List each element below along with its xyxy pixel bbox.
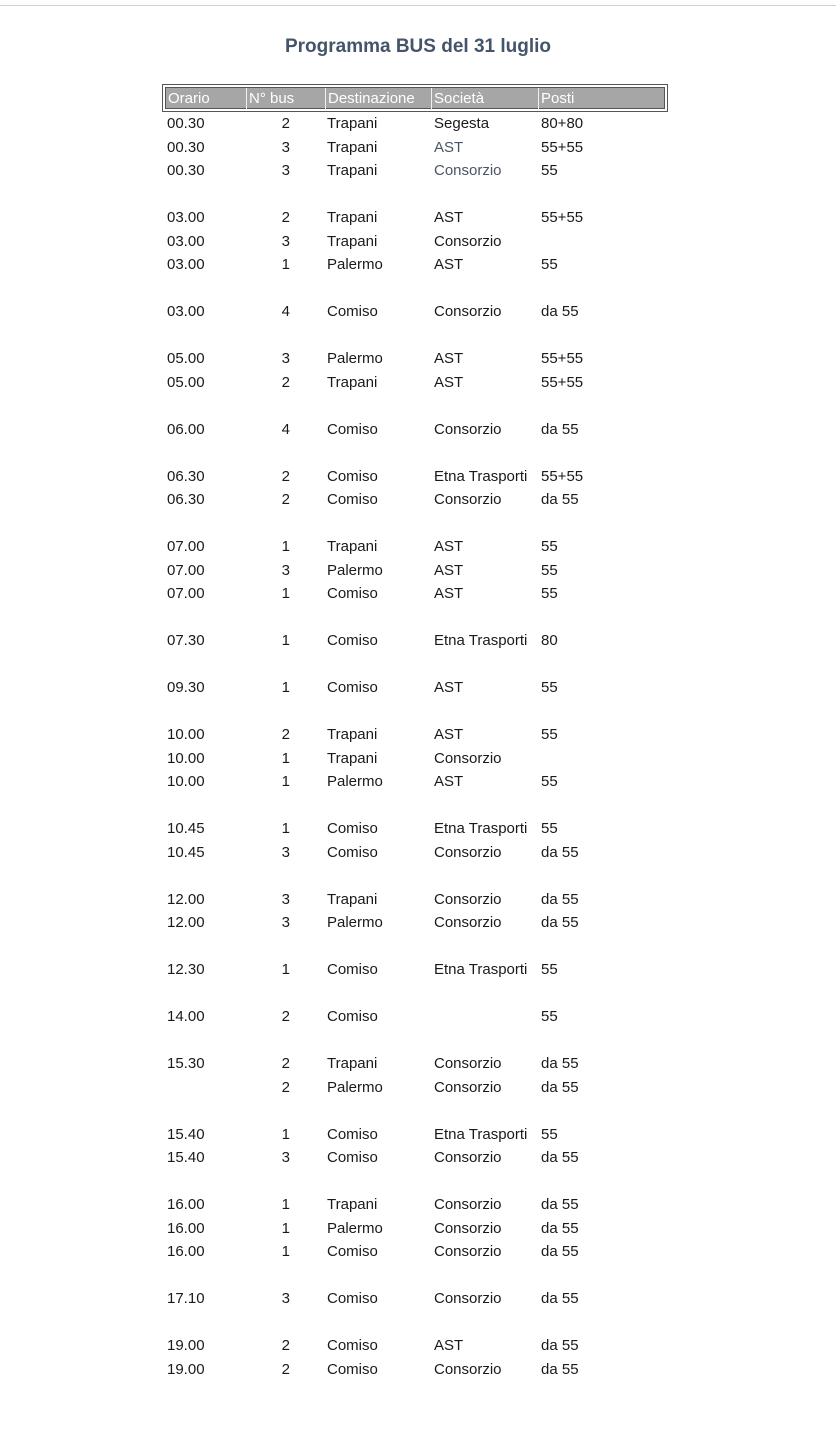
cell-destinazione: Comiso [327,1125,378,1143]
cell-societa: AST [434,773,464,790]
table-row [0,206,836,230]
cell-posti: 55+55 [541,209,584,226]
table-header-inner [165,87,665,109]
cell-orario: 05.00 [167,350,205,367]
cell-n-bus: 1 [281,585,290,602]
cell-posti: 55+55 [541,138,584,156]
table-row [0,418,836,442]
cell-n-bus: 2 [281,1337,290,1354]
cell-orario: 07.00 [167,561,205,579]
cell-societa: Consorzio [434,1078,502,1096]
cell-n-bus: 2 [281,467,290,485]
cell-societa: Consorzio [434,1290,502,1307]
cell-societa: AST [434,350,464,367]
cell-societa: AST [434,256,464,273]
group-spacer [0,794,836,818]
cell-destinazione: Trapani [327,138,378,156]
cell-orario: 03.00 [167,209,205,226]
cell-destinazione: Palermo [327,773,383,790]
cell-destinazione: Comiso [327,961,378,978]
table-row [0,1123,836,1147]
cell-n-bus: 1 [281,256,290,273]
cell-societa: Consorzio [434,1219,502,1237]
cell-n-bus: 4 [281,303,290,320]
cell-orario: 03.00 [167,232,205,250]
cell-orario: 17.10 [167,1290,205,1307]
table-row [0,1358,836,1382]
cell-orario: 10.45 [167,843,205,861]
cell-posti: 55 [541,773,558,790]
group-spacer [0,277,836,301]
cell-societa: Etna Trasporti [434,632,528,649]
cell-posti: 55 [541,256,558,273]
cell-destinazione: Comiso [327,1149,378,1166]
page-top-rule [0,5,836,6]
cell-societa: Consorzio [434,420,502,438]
cell-n-bus: 2 [281,1078,290,1096]
cell-n-bus: 2 [281,1008,290,1025]
cell-destinazione: Comiso [327,1290,378,1307]
table-row [0,817,836,841]
cell-n-bus: 3 [281,561,290,579]
cell-n-bus: 1 [281,679,290,696]
group-spacer [0,1099,836,1123]
cell-destinazione: Trapani [327,162,378,179]
cell-destinazione: Palermo [327,1078,383,1096]
cell-destinazione: Comiso [327,820,378,837]
cell-destinazione: Trapani [327,115,378,132]
cell-posti: 55 [541,561,558,579]
cell-posti: 55+55 [541,350,584,367]
table-row [0,1193,836,1217]
cell-orario: 16.00 [167,1219,205,1237]
table-row [0,676,836,700]
cell-n-bus: 1 [281,1125,290,1143]
cell-societa: Consorzio [434,491,502,508]
group-spacer [0,1264,836,1288]
cell-orario: 05.00 [167,373,205,391]
header-societa: Società [432,88,539,110]
table-row [0,629,836,653]
cell-destinazione: Palermo [327,256,383,273]
cell-destinazione: Palermo [327,561,383,579]
cell-destinazione: Comiso [327,491,378,508]
cell-societa: Segesta [434,115,490,132]
table-header [162,84,668,112]
cell-destinazione: Comiso [327,1008,378,1025]
cell-orario: 06.30 [167,491,205,508]
cell-posti: 55 [541,1008,558,1025]
cell-n-bus: 1 [281,961,290,978]
cell-orario: 10.45 [167,820,205,837]
cell-orario: 19.00 [167,1360,205,1378]
group-spacer [0,394,836,418]
cell-societa: AST [434,538,464,555]
cell-posti: 55 [541,538,558,555]
table-row [0,1076,836,1100]
table-row [0,1005,836,1029]
cell-n-bus: 2 [281,115,290,132]
header-orario: Orario [166,88,247,110]
cell-posti: 80 [541,632,558,649]
cell-posti: 55+55 [541,467,584,485]
table-row [0,559,836,583]
cell-destinazione: Trapani [327,726,378,743]
cell-destinazione: Trapani [327,1055,378,1072]
cell-n-bus: 1 [281,538,290,555]
group-spacer [0,982,836,1006]
table-row [0,465,836,489]
cell-destinazione: Palermo [327,914,383,931]
cell-societa: AST [434,138,464,156]
cell-orario: 15.40 [167,1149,205,1166]
cell-posti: da 55 [541,1219,579,1237]
cell-orario: 10.00 [167,726,205,743]
cell-n-bus: 3 [281,350,290,367]
cell-societa: Etna Trasporti [434,467,528,485]
cell-orario: 12.00 [167,914,205,931]
cell-n-bus: 3 [281,1290,290,1307]
table-row [0,136,836,160]
cell-societa: Consorzio [434,1196,502,1213]
cell-n-bus: 3 [281,138,290,156]
cell-orario: 19.00 [167,1337,205,1354]
cell-posti: da 55 [541,1149,579,1166]
group-spacer [0,935,836,959]
cell-n-bus: 1 [281,1219,290,1237]
cell-orario: 12.30 [167,961,205,978]
page-title: Programma BUS del 31 luglio [284,36,552,57]
cell-societa: AST [434,1337,464,1354]
header-n-bus: N° bus [247,88,326,110]
table-row [0,371,836,395]
cell-destinazione: Palermo [327,1219,383,1237]
cell-destinazione: Trapani [327,1196,378,1213]
cell-n-bus: 1 [281,773,290,790]
group-spacer [0,700,836,724]
cell-societa: Consorzio [434,232,502,250]
cell-n-bus: 3 [281,1149,290,1166]
cell-posti: 55+55 [541,373,584,391]
cell-n-bus: 1 [281,820,290,837]
cell-destinazione: Trapani [327,749,378,767]
cell-societa: Consorzio [434,749,502,767]
table-row [0,1217,836,1241]
cell-orario: 10.00 [167,773,205,790]
cell-destinazione: Comiso [327,843,378,861]
cell-societa: AST [434,679,464,696]
cell-orario: 09.30 [167,679,205,696]
cell-societa: AST [434,585,464,602]
table-row [0,1052,836,1076]
table-row [0,958,836,982]
cell-orario: 15.30 [167,1055,205,1072]
table-row [0,582,836,606]
cell-posti: da 55 [541,1337,579,1354]
cell-destinazione: Comiso [327,1360,378,1378]
cell-posti: da 55 [541,1243,579,1260]
cell-n-bus: 3 [281,890,290,908]
table-row [0,1287,836,1311]
cell-n-bus: 2 [281,726,290,743]
cell-posti: 55 [541,1125,558,1143]
cell-orario: 07.30 [167,632,205,649]
header-posti: Posti [541,90,575,107]
cell-posti: da 55 [541,914,579,931]
cell-n-bus: 3 [281,843,290,861]
cell-societa: Consorzio [434,914,502,931]
table-row [0,723,836,747]
cell-orario: 07.00 [167,585,205,602]
cell-posti: da 55 [541,1196,579,1213]
cell-destinazione: Trapani [327,209,378,226]
cell-n-bus: 2 [281,1055,290,1072]
cell-orario: 00.30 [167,138,205,156]
cell-n-bus: 2 [281,1360,290,1378]
group-spacer [0,324,836,348]
group-spacer [0,606,836,630]
cell-societa: Consorzio [434,890,502,908]
table-row [0,300,836,324]
cell-societa: Consorzio [434,843,502,861]
cell-posti: 55 [541,679,558,696]
cell-societa: Etna Trasporti [434,1125,528,1143]
cell-destinazione: Comiso [327,1243,378,1260]
cell-posti: da 55 [541,420,579,438]
cell-destinazione: Comiso [327,632,378,649]
cell-posti: da 55 [541,1078,579,1096]
table-row [0,535,836,559]
cell-orario: 00.30 [167,115,205,132]
group-spacer [0,864,836,888]
cell-destinazione: Comiso [327,420,378,438]
cell-posti: 55 [541,162,558,179]
header-destinazione: Destinazione [326,88,432,110]
cell-destinazione: Comiso [327,1337,378,1354]
cell-societa: Consorzio [434,1149,502,1166]
cell-societa: AST [434,373,464,391]
cell-societa: Consorzio [434,1055,502,1072]
cell-societa: AST [434,209,464,226]
cell-destinazione: Comiso [327,679,378,696]
group-spacer [0,1311,836,1335]
cell-n-bus: 3 [281,232,290,250]
cell-orario: 10.00 [167,749,205,767]
cell-orario: 03.00 [167,303,205,320]
cell-destinazione: Trapani [327,890,378,908]
cell-posti: da 55 [541,843,579,861]
group-spacer [0,1029,836,1053]
cell-destinazione: Comiso [327,585,378,602]
table-row [0,488,836,512]
cell-orario: 14.00 [167,1008,205,1025]
table-row [0,230,836,254]
table-row [0,159,836,183]
cell-destinazione: Comiso [327,303,378,320]
cell-destinazione: Comiso [327,467,378,485]
table-row [0,1334,836,1358]
cell-n-bus: 1 [281,1243,290,1260]
cell-societa: Consorzio [434,162,502,179]
cell-orario: 03.00 [167,256,205,273]
cell-orario: 16.00 [167,1196,205,1213]
table-row [0,841,836,865]
cell-n-bus: 1 [281,1196,290,1213]
cell-societa: Etna Trasporti [434,820,528,837]
cell-n-bus: 2 [281,373,290,391]
group-spacer [0,512,836,536]
group-spacer [0,653,836,677]
cell-orario: 12.00 [167,890,205,908]
cell-societa: AST [434,561,464,579]
cell-posti: da 55 [541,1360,579,1378]
cell-posti: 55 [541,726,558,743]
cell-societa: Consorzio [434,1360,502,1378]
cell-orario: 06.30 [167,467,205,485]
table-row [0,911,836,935]
cell-n-bus: 2 [281,491,290,508]
cell-orario: 15.40 [167,1125,205,1143]
cell-orario: 06.00 [167,420,205,438]
cell-posti: 55 [541,820,558,837]
cell-posti: da 55 [541,303,579,320]
group-spacer [0,1170,836,1194]
cell-n-bus: 3 [281,914,290,931]
cell-n-bus: 1 [281,632,290,649]
cell-posti: da 55 [541,491,579,508]
table-row [0,112,836,136]
table-row [0,747,836,771]
cell-societa: Consorzio [434,303,502,320]
cell-posti: 55 [541,585,558,602]
table-row [0,1146,836,1170]
cell-destinazione: Trapani [327,373,378,391]
cell-societa: Consorzio [434,1243,502,1260]
table-row [0,888,836,912]
cell-posti: 80+80 [541,115,584,132]
cell-n-bus: 1 [281,749,290,767]
cell-posti: da 55 [541,1055,579,1072]
table-row [0,1240,836,1264]
table-row [0,347,836,371]
cell-n-bus: 2 [281,209,290,226]
cell-destinazione: Trapani [327,538,378,555]
cell-societa: Etna Trasporti [434,961,528,978]
cell-destinazione: Trapani [327,232,378,250]
cell-destinazione: Palermo [327,350,383,367]
cell-societa: AST [434,726,464,743]
group-spacer [0,183,836,207]
cell-posti: da 55 [541,1290,579,1307]
table-row [0,770,836,794]
cell-posti: da 55 [541,890,579,908]
group-spacer [0,441,836,465]
cell-orario: 00.30 [167,162,205,179]
cell-n-bus: 3 [281,162,290,179]
cell-n-bus: 4 [281,420,290,438]
schedule-table-body [0,112,836,1381]
table-row [0,253,836,277]
cell-orario: 07.00 [167,538,205,555]
cell-orario: 16.00 [167,1243,205,1260]
cell-posti: 55 [541,961,558,978]
